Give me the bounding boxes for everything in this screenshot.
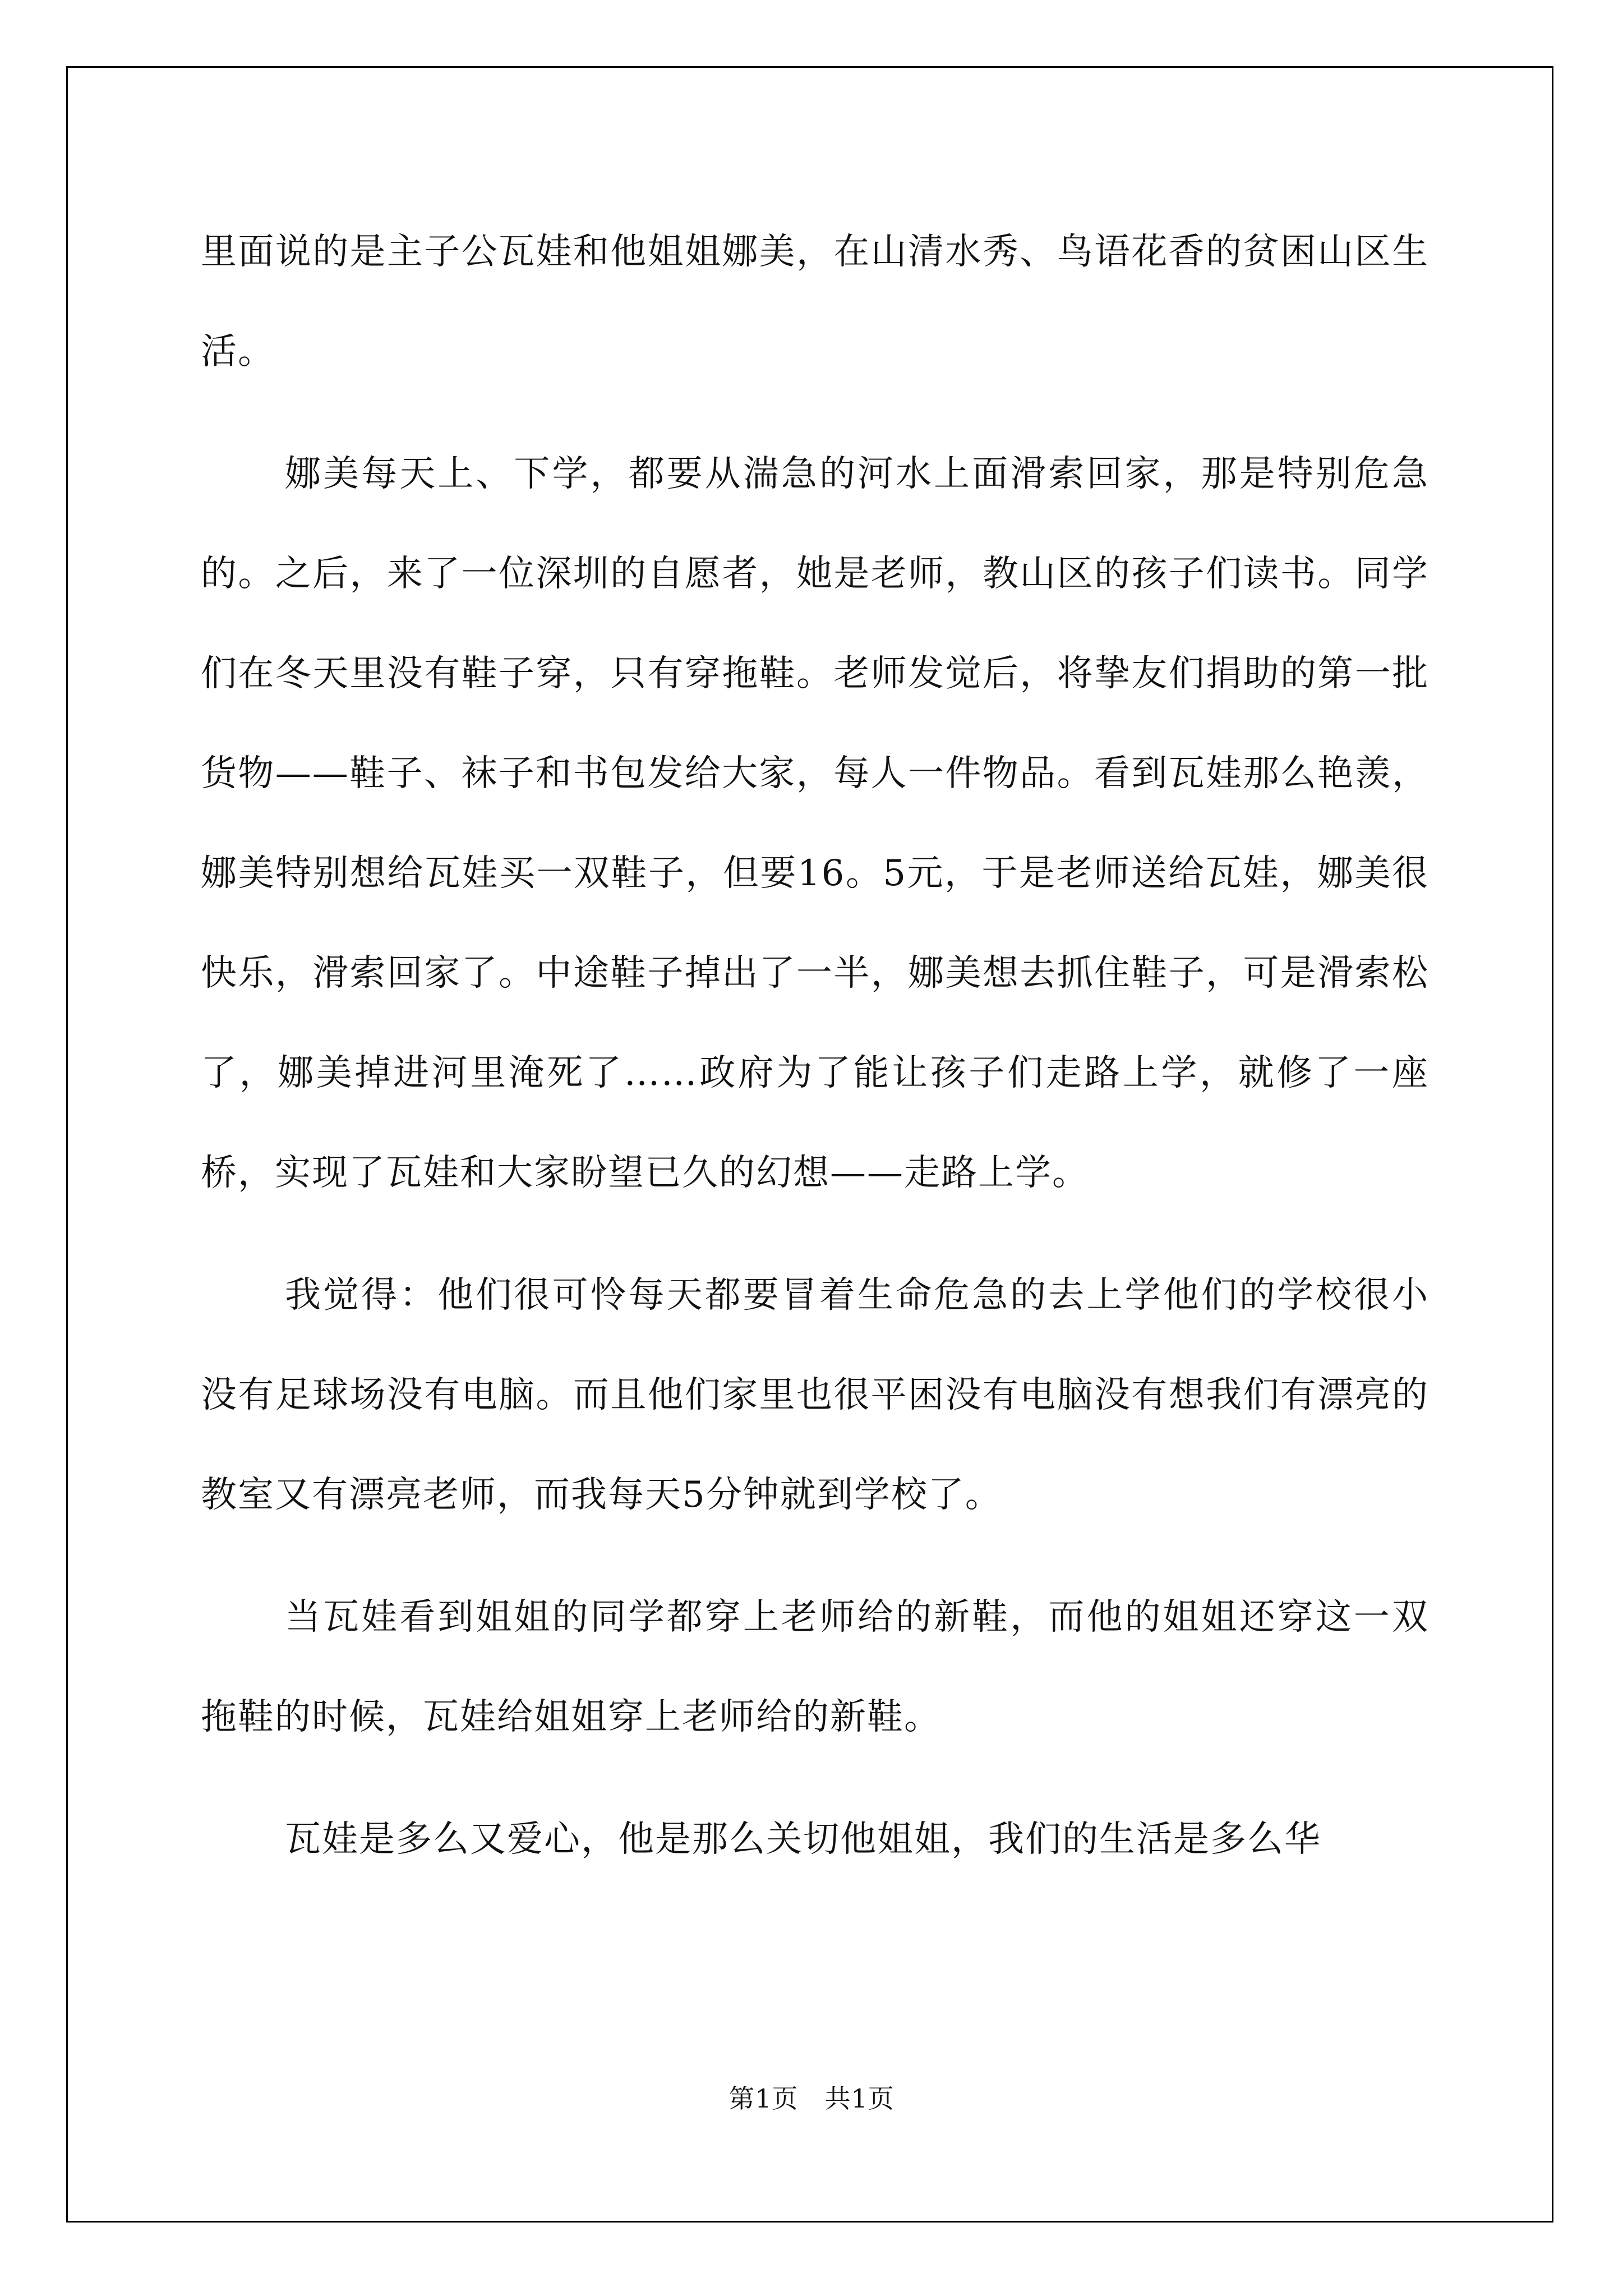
page-footer: 第1页 共1页 <box>728 2083 895 2114</box>
paragraph-4: 当瓦娃看到姐姐的同学都穿上老师给的新鞋，而他的姐姐还穿这一双拖鞋的时候，瓦娃给姐姐穿上老师给的新鞋。 <box>201 1596 1429 1738</box>
document-body <box>201 202 1429 1912</box>
paragraph-5: 瓦娃是多么又爱心，他是那么关切他姐姐，我们的生活是多么华 <box>285 1819 1321 1860</box>
paragraph-1: 里面说的是主子公瓦娃和他姐姐娜美，在山清水秀、鸟语花香的贫困山区生活。 <box>201 231 1429 372</box>
paragraph-2: 娜美每天上、下学，都要从湍急的河水上面滑索回家，那是特别危急的。之后，来了一位深圳的自愿者，她是老师，教山区的孩子们读书。同学们在冬天里没有鞋子穿，只有穿拖鞋。老师发觉后，将挚友们捐助的第一批货物——鞋子、袜子和书包发给大家，每人一件物品。看到瓦娃那么艳羡，娜美特别想给瓦娃买一双鞋子，但要16。5元，于是老师送给瓦娃，娜美很快乐，滑索回家了。中途鞋子掉出了一半，娜美想去抓住鞋子，可是滑索松了，娜美掉进河里淹死了……政府为了能让孩子们走路上学，就修了一座桥，实现了瓦娃和大家盼望已久的幻想——走路上学。 <box>201 453 1429 1194</box>
paragraph-3: 我觉得：他们很可怜每天都要冒着生命危急的去上学他们的学校很小没有足球场没有电脑。而且他们家里也很平困没有电脑没有想我们有漂亮的教室又有漂亮老师，而我每天5分钟就到学校了。 <box>201 1274 1429 1516</box>
